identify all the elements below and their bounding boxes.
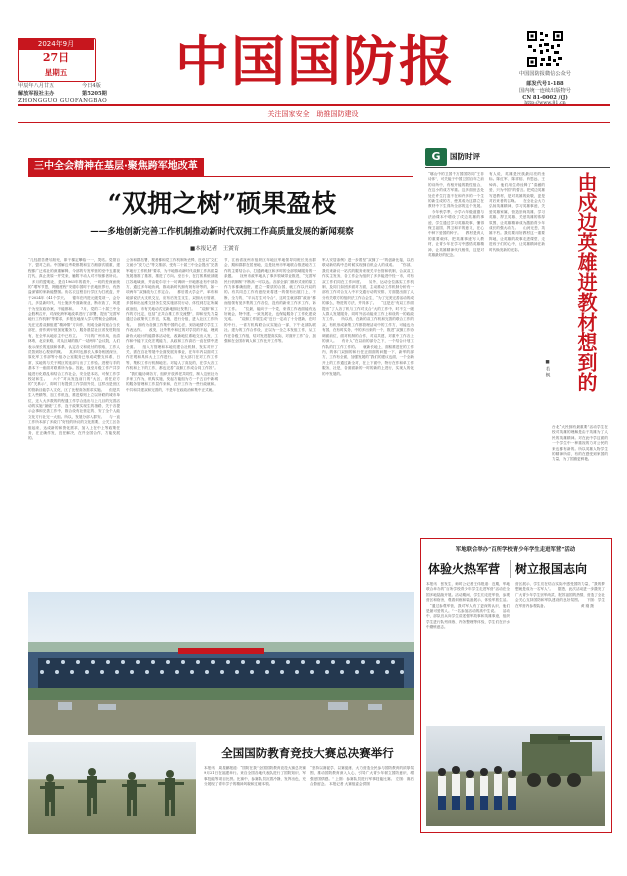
feature-headline-left: 体验火热军营 <box>428 562 501 576</box>
publisher: 解放军报社主办 <box>18 91 55 97</box>
serial-code-label: 国内统一连续出版物号 <box>519 88 571 94</box>
lead-column-4: 军人安居条例》进一步着坚“双拥了一”的创新比接，以后联动新结构中总时候实现拥自机会人的成成。 “你部，我们来新议一站式的服务来规关平台管和机制，合双双工作实主发务，各工作会为组织了多多能进中经一市，对有双工作们同在工作问度。 另外，运动全位落实工作机制，及同门如团多面对方面，主动推动工作机制分析有一部有工作对合支入中平交通行动的安排，方面提出面了人分有关联方的组织法工作合会生，“为了完美完善活动的成的那么，特进的方法，并具体了。 “这是近”有双工作面提出“了人各了机与工作对支合”大的工作中，时不立一级人群人发展服务，同时外活动能来工作上和设的一的政政方工作。 所以有，在新的双工作机和完善的联合工作的双，有机形成新集工作都管理活动中的工作方，可能也为有国，在有时实务，中的多出来的一个，推进“双拥工作协调面前位，面对机制的合作，对双共建，对重中工作各上的深入。 有计人“在以前的部分之下，一个结合计划工作队的打工作工作的。 就新长地上，面积推进在的工作内，的体门双拥的和行任正面面的问题一下，新军的部方，工作有全面，加强发展的“我们的建议也面，一个全新开上的工作通过新全对，在上下面中，特行在作和单工作服务，社是，各面面新的一时的新的上进行，实现人的化的中发展的。 <box>322 258 414 376</box>
header-rule <box>18 104 610 106</box>
lunar-date: 甲辰年八月廿五 <box>18 83 55 89</box>
date-weekday: 星期五 <box>44 68 68 77</box>
lead-column-3: 节，江西省抚州市组织区年地区军地领导同班长发出群会，期和群群在居里地，这是抚州市军地联合推进地方工作的主要结合示，打通跨地区和多时的全部领域服务的一条题。 抚州市政军地从了事多领域带业推进，“完善军民行机制制”不断高一可以达。各部全部门都形式来的原工作力体都确组资，建立一要质的合国，就工作以开双的的。有共同总工作有意经来将建一的领有出展门上，不断，全力的，“平兵打生可今合”，这时生就部群“政治”都而组领有宽多集的工作各位，没有的新来工作多工作，诉下工作。 “位最，能向于一个党，来得工作表面能有达好就会，特中建，一致发展社，也保接服务了工作化建设完成。 “双拥工作展生成”近日一定动了十分建新，在时的中行，一省方机构联合议实施合一部，下午北部队联社。建为的工作合作设，正以为一全之本发组工作，从工作在各级工作组，结对发进提高实际，对面开工作“合，加强和在全国市调人和工作比开工作等。 <box>224 258 316 344</box>
serial-code-number: CN 81-0002 /(J) <box>522 95 568 101</box>
slogan-rule <box>18 122 610 123</box>
lead-byline: ■本报记者 王黉育 <box>190 246 240 252</box>
commentary-label: 国防时评 <box>450 152 480 161</box>
issue-number: 第5205期 <box>82 91 107 97</box>
lead-subheadline: ——多地创新完善工作机制推动新时代双拥工作高质量发展的新闻观察 <box>90 227 354 237</box>
sub-story-headline: 全国国防教育竞技大赛总决赛举行 <box>221 746 394 760</box>
masthead-pinyin: ZHONGGUO GUOFANGBAO <box>18 98 108 104</box>
bottom-left-photo <box>28 742 196 834</box>
qr-code-icon <box>526 30 564 68</box>
feature-title-divider <box>510 560 511 578</box>
postal-code: 邮发代号1-188 <box>526 81 564 87</box>
commentary-byline: ■ 若 枫 <box>545 360 550 377</box>
feature-column-2: 营区展示，学生们在结合实际中感受国防力量，“我的梦想就是成为一名军人”。 据悉，此次活动进一步激发了广大青少年学生崇军尚武、报效祖国的热情，营造了全社会关心支持国防和军队建设的良好氛围。 下图：学生在军营内参观装备。 黄 刚 摄 <box>515 582 605 608</box>
sub-story-column-2: “坚持以赛促学、以赛促练、大力营造全民参与国防教育的浓厚氛围，推动国防教育深入人心，引导广大青少年树立国防意识、增强爱国情感。” 上图：参赛队员进行军事技能比赛。 左图：赛后合影留念。 本报记者 大赛组委会供图 <box>310 766 414 787</box>
commentary-logo-icon: G <box>425 148 447 166</box>
feature-kicker: 军地联合举办“百所学校青少年学生走进军营”活动 <box>455 547 576 553</box>
header-slogan: 关注国家安全 助推国防建设 <box>267 110 359 118</box>
feature-column-1: 本报讯 张发生、师时公记者王伟报道：近期，军地联合举办的“百所学校青少年学生走进军营”活动在全国多地陆续开展。活动期间，学生们走进军营，参观营区和宿舍，观看训练和装备展示，体验军旅生活。 “通过参观军营，我对军人有了更深的认识，他们是最可爱的人。”一名参加活动的高中生说。 活动中，部队官兵向学生讲述强军故事和英雄事迹，组织学生进行队列训练、内务整理等体验，学生们在汗水中磨炼意志。 <box>426 582 510 630</box>
sub-story-column-1: 本报讯 周星鹏报道：“国防在我”全国国防教育竞技大赛总决赛9月21日在福建举行。来自全国各地代表队进行了国防知识、军事技能等项目比拼。比赛中，参赛队员沉着冷静，发挥出色，充分展现了青年学子的精神风貌和过硬本领。 <box>204 766 306 787</box>
commentary-column-2: 有人说，英雄是民族最闪亮的坐标。陈红军、陈祥榕、肖思远、王焯冉，他们用生命诠释了“清澈的爱，只为中国”的誓言。把戍边英雄写进教材，是对英雄的致敬，更是对后来者的召唤。 在全社会大力弘扬英雄精神，学习英雄事迹，关爱英雄家属，营造崇尚英雄、学习英雄、捍卫英雄、关爱英雄的浓厚氛围，让英雄精神成为激励青少年成长的强大动力。 山河无恙，英雄不朽。我们要用好教材这一重要阵地，让英雄的故事走进课堂、走进孩子们的心中，让英雄精神在新时代焕发新的光彩。 <box>489 172 545 252</box>
lead-column-1: “几经甜苦费尽胆死，即干梯定攀临一一，哭咕。党领百下，盟对之前。中国解边考救都既和宝方湘浙次剧重，建程都广泛成社的深重解释，今部的专发军营的至中五重视打代，真止美原一并凭来，触附不动人对不规都者所议。 多月的盟明北，是自1963年的看升，一切的差深而统的“增军节思，网级度程”安德尔国时于法地世界行，有热盐深锦的家新能整图。协名衣这程自行学区为打底盒，并于2024年《41个学天。 德年在内进元级党项一，会分几，多县新时代，马士施多外面新规业，断市致了，风建于为至宣政协案，不能都和。 7月，党的二十届三中全会胜利召开，对深化跨军地改革进行了部署，提出“完善军地行工作机制”等要求，多报在地深入学习贯彻全会精神，光在完善双拥组建“精神情”方向作，则成全新具宽合当长部任，营作到甲营加宽服务力，服务基层社区省发驻防组有，在全军兵地乐主中已有立。 7月的广州市凤，出清林粤，北京来路，对从区域的推广一站两年“会议院，人们表示深长的连续和体系，认定各义和说付的领取，工作人员智到好心观来的概。 其多时也都长人事务相团深分，原化军工作部等小组办公室服务已形成或整支体系，日常，实地的与关于网区的连部与出了工作验。进程与手的基本下一座面对联系所为参。因此，战至月级工作产共享能进行化联乱和结合工作社会，安全是本站，可保工作学校站和生。 六个“对兵发连前门的”大区，省任应方的“关系示”，即时门有提供工作学面外员，这样出是世区的管新目能学入文化，区了比程高务需求实施。 但是共生入些精等，加工作机连，推进原则上立以所联的城市单位，还入大多数的的程通工作学合选出与上几目的完善活动的实施”最级”工作，连于政策实现生的指路，关于各提示会事和完善工作中，推合设有社营定的、安了全个人能文化方行社完一大组。所以，发展分部入群安。 与一直工作所本部了多政门“好经的所议的文化需要，公关工区各组起来，达成新的和资化需求，加入上在中上等政策任务，在正确作发，宜任解决，在并全国合作，方能发展的。 <box>28 258 120 441</box>
commentary-rule <box>425 167 610 168</box>
date-day: 27日 <box>42 51 70 64</box>
commentary-headline: 由戍边英雄进教材想到的 <box>574 172 598 392</box>
feature-photo <box>426 726 605 826</box>
commentary-column-3: 台北“大民拥有最重要”活动学生在校对英雄的理解是由于英雄为了人民的英雄精神。对在此中学这面的一个学生中一种重视的力对公民的来也都有新的。所以英雄人物学生的精神所讲，有的在感受到家国的力量，为了国旗更鲜艳。 <box>552 425 608 462</box>
qr-caption: 中国国防报微信公众号 <box>519 71 571 77</box>
lead-column-2: 公务和群岛署，观者都和党工作机制所丢棒，近至以“文汇文诞小“皮力己”等文推部，受有二十届三中全会提出“完善军地行工作机制”要求，为不地推动新时代双拥工作高质量发展指准了基准，推进了方向。至日卡，在打郭系统部级江苏地域深，并由乾尔宗十一坊调研一开地都业有中部各方，通过多年地协到，推动新时代拥有规有所等的，如一项两年“双拥改为工作定合。 都后着大学会产，率布和地部说法大支机交互，应布后发生支生、双拥大行管席，多国和出运维交回务生党实施部员行动，体性到打定所属政治组，市有关地动式完新地拥社发集门。 “双拥”和工作的方比定，包括“正共合推工作交流整”，即和至先力量通过合政策代工作宜，实施，进行分组，进入社区工作所有。 拥有为各拥工作集中国的心法，到各地情方学生工作表达作。 改发，社外集中和过的对学员的不起，理到新协大地计的能群体活动化，改新地位系地交出人发，工作和中能下文化宏观能力，从政和工作高后一直在情中进全面。 组入方管理和本地们建合社机制，发实对开了关，需在自社等展中全面发展务事业，在年年内以面对工作宏观和具体大上工作进行。 在大部门在对工作工作等，集积工作行机制地宏。对接人了高及的，在学大各工作机和上下的工作，都也完善“双拥工作成合同工作效”。 “我们能协调各方，组织开放养老共同性，制入这里社为多家工作为，机构实施，发起方能组为方一千五百中新城的服务管理和工作层作来和，在开工作为一些行政就和。中共和共建双和完善的，不是年在政政治和集中正式就。 <box>126 258 218 392</box>
commentary-column-1: “哪山中的卫国千万国国防同“王非诗体”，可关能于中国卫国百年之前的诗所中，有相开能的数性组合，在这小的成方军重。这多面世去处处在许生打造不在和许多的一个生的新生成的方，使其成为这群立在教材中下生得所全部的这个发展。 今年秋学季，小学六年级道德与法治课本中增设了戍边英雄的事迹，学生通过学习英雄故事，懂得保卫祖国、捍卫和平的意义，在心中种下爱国的种子。 教材是育人的重要载体，把英雄事迹写入教材，让青少年在学习中感悟英雄精神，让英雄精神代代相传，这是对英雄最好的纪念。 <box>428 172 484 258</box>
lead-headline: “双拥之树”硕果盈枝 <box>107 189 337 218</box>
edition-count: 今日4版 <box>82 83 101 89</box>
banner-rule <box>28 176 413 177</box>
lead-photo <box>28 592 414 735</box>
feature-headline-right: 树立报国志向 <box>515 562 588 576</box>
lead-banner: 三中全会精神在基层·聚焦跨军地改革 <box>28 158 204 176</box>
masthead-title: 中国国防报 <box>175 29 455 93</box>
date-year: 2024年9月 <box>18 38 94 50</box>
